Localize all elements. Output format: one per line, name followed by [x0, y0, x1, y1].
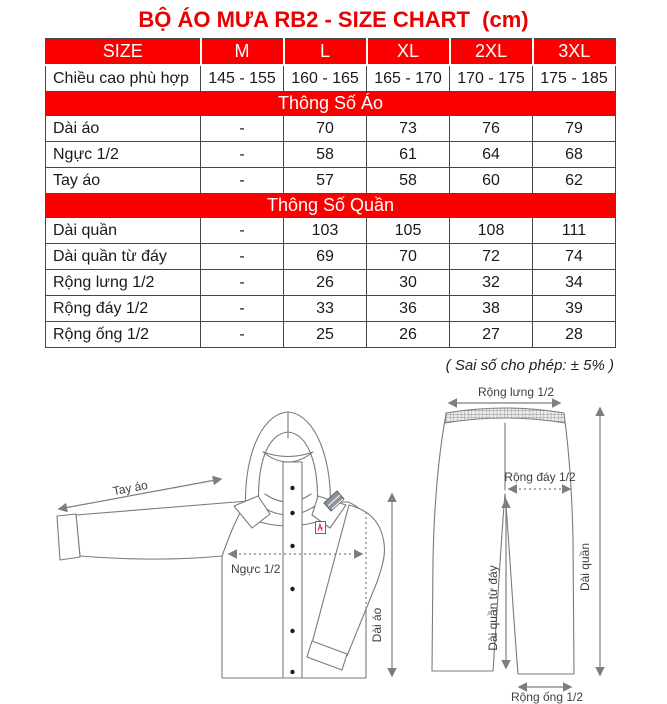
tolerance-note: ( Sai số cho phép: ± 5% ) — [445, 357, 614, 374]
jacket-left-cuff — [57, 514, 80, 560]
cell-value: - — [201, 296, 284, 322]
table-row — [46, 142, 616, 168]
cell-value: 27 — [450, 322, 533, 348]
cell-value: 26 — [284, 270, 367, 296]
jacket-left-sleeve — [76, 501, 248, 559]
cell-value: 28 — [533, 322, 616, 348]
row-label: Dài áo — [46, 116, 201, 142]
cell-value: 26 — [367, 322, 450, 348]
cell-value: 39 — [533, 296, 616, 322]
table-row — [46, 322, 616, 348]
cell-value: 76 — [450, 116, 533, 142]
cell-value: 72 — [450, 244, 533, 270]
cell-value: 68 — [533, 142, 616, 168]
cell-value: 25 — [284, 322, 367, 348]
cell-value: 34 — [533, 270, 616, 296]
cell-value: 105 — [367, 218, 450, 244]
cell-value: 175 - 185 — [533, 65, 616, 92]
waist-label: Rộng lưng 1/2 — [477, 385, 555, 399]
cell-value: 74 — [533, 244, 616, 270]
table-header-row — [46, 39, 616, 66]
row-label: Ngực 1/2 — [46, 142, 201, 168]
cell-value: - — [201, 270, 284, 296]
inseam-label: Dài quần từ đáy — [486, 565, 500, 651]
column-header-3xl: 3XL — [533, 39, 616, 66]
cell-value: - — [201, 168, 284, 194]
cell-value: 103 — [284, 218, 367, 244]
table-row — [46, 116, 616, 142]
size-chart-table — [45, 38, 616, 348]
column-header-m: M — [201, 39, 284, 66]
cell-value: 60 — [450, 168, 533, 194]
section-header: Thông Số Áo — [46, 92, 616, 116]
row-label: Rộng đáy 1/2 — [46, 296, 201, 322]
section-header: Thông Số Quần — [46, 194, 616, 218]
cell-value: 64 — [450, 142, 533, 168]
cell-value: 170 - 175 — [450, 65, 533, 92]
chest-logo — [316, 522, 326, 534]
cell-value: 58 — [284, 142, 367, 168]
sleeve-label: Tay áo — [111, 477, 149, 499]
cell-value: 160 - 165 — [284, 65, 367, 92]
row-label: Dài quần — [46, 218, 201, 244]
cell-value: 145 - 155 — [201, 65, 284, 92]
seat-label: Rộng đáy 1/2 — [504, 470, 576, 484]
cell-value: 36 — [367, 296, 450, 322]
table-row — [46, 270, 616, 296]
cell-value: - — [201, 116, 284, 142]
row-label: Dài quần từ đáy — [46, 244, 201, 270]
garment-diagram — [0, 380, 667, 704]
cell-value: - — [201, 142, 284, 168]
cell-value: 62 — [533, 168, 616, 194]
cell-value: 111 — [533, 218, 616, 244]
section-header-row — [46, 194, 616, 218]
cell-value: 69 — [284, 244, 367, 270]
cell-value: - — [201, 244, 284, 270]
chest-label: Ngực 1/2 — [231, 562, 281, 576]
cell-value: 32 — [450, 270, 533, 296]
row-label: Chiều cao phù hợp — [46, 65, 201, 92]
row-label: Rộng ống 1/2 — [46, 322, 201, 348]
size-table-body — [46, 65, 616, 348]
cell-value: 30 — [367, 270, 450, 296]
cell-value: 70 — [284, 116, 367, 142]
cell-value: 33 — [284, 296, 367, 322]
column-header-xl: XL — [367, 39, 450, 66]
cell-value: - — [201, 322, 284, 348]
cell-value: 108 — [450, 218, 533, 244]
row-label: Rộng lưng 1/2 — [46, 270, 201, 296]
table-row — [46, 168, 616, 194]
cell-value: 61 — [367, 142, 450, 168]
cell-value: 73 — [367, 116, 450, 142]
table-row — [46, 65, 616, 92]
table-row — [46, 218, 616, 244]
pants-body — [432, 409, 574, 674]
hem-label: Rộng ống 1/2 — [510, 690, 584, 704]
cell-value: 165 - 170 — [367, 65, 450, 92]
section-header-row — [46, 92, 616, 116]
column-header-size: SIZE — [46, 39, 201, 66]
pants-drawing — [432, 385, 600, 704]
front-placket — [283, 462, 302, 678]
table-row — [46, 244, 616, 270]
cell-value: 70 — [367, 244, 450, 270]
cell-value: - — [201, 218, 284, 244]
cell-value: 58 — [367, 168, 450, 194]
row-label: Tay áo — [46, 168, 201, 194]
page-title: BỘ ÁO MƯA RB2 - SIZE CHART (cm) — [138, 7, 529, 32]
jacket-length-label: Dài áo — [370, 607, 384, 643]
table-row — [46, 296, 616, 322]
column-header-2xl: 2XL — [450, 39, 533, 66]
pants-length-label: Dài quần — [578, 542, 592, 592]
column-header-l: L — [284, 39, 367, 66]
cell-value: 38 — [450, 296, 533, 322]
jacket-drawing — [57, 412, 392, 678]
cell-value: 57 — [284, 168, 367, 194]
cell-value: 79 — [533, 116, 616, 142]
